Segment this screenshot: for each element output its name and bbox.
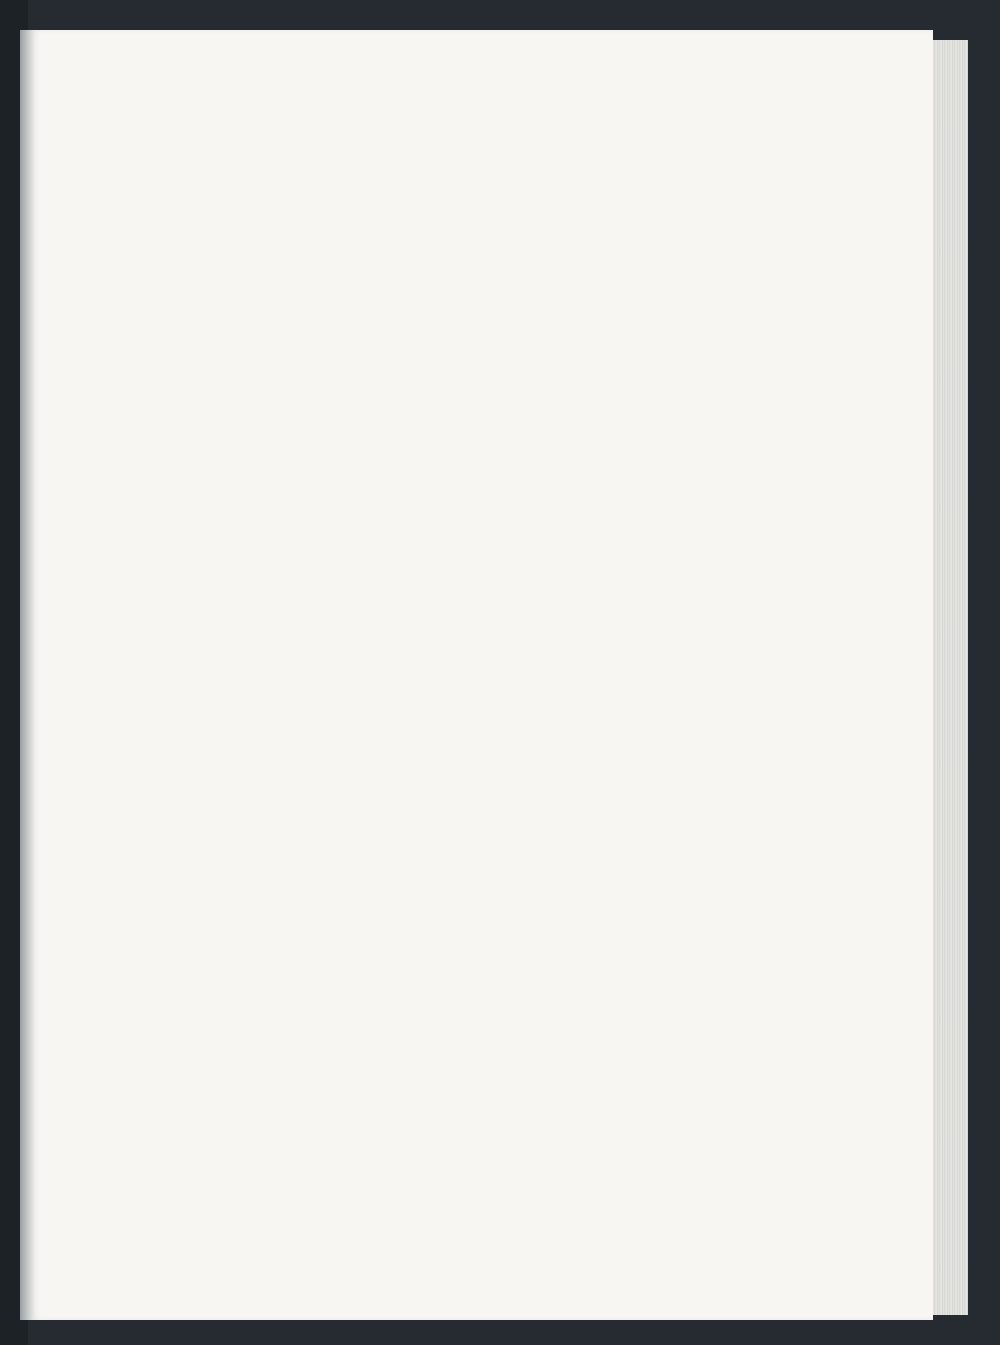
page-gutter — [20, 30, 34, 1320]
page-stack-edge — [933, 40, 968, 1315]
book-page — [28, 30, 933, 1320]
